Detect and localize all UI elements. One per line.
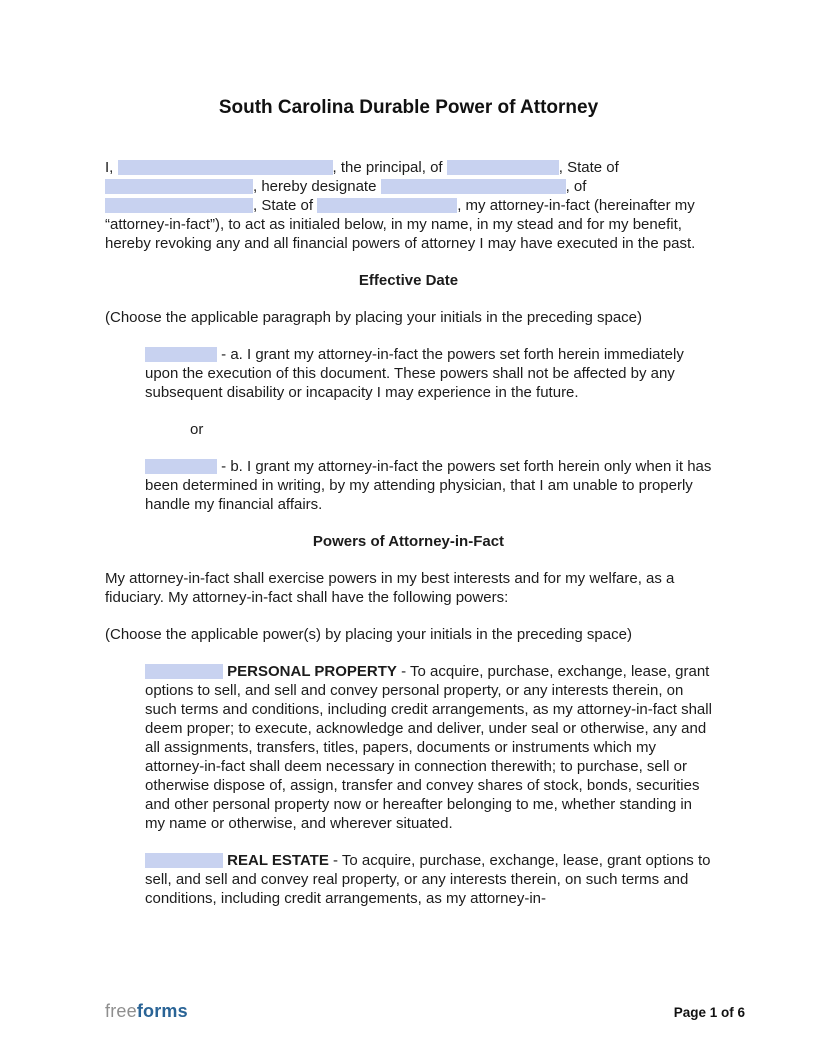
choose-paragraph-note: (Choose the applicable paragraph by placing your initials in the preceding space) [105,309,642,326]
principal-name-blank[interactable] [118,160,333,175]
intro-text-3: , State of [558,159,619,176]
freeforms-logo [105,1002,188,1021]
power-real-estate-paragraph [145,851,712,908]
brand-free-text: free [105,1001,137,1021]
brand-forms-text: forms [136,1001,188,1021]
intro-text-5: , of [565,178,587,195]
power-personal-property-paragraph [145,662,712,833]
choose-powers-note: (Choose the applicable power(s) by placing your initials in the preceding space) [105,626,632,643]
page-footer [105,995,745,1022]
option-b-text: - b. I grant my attorney-in-fact the powers set forth herein only when it has been determined in writing, by my attending physician, that I am unable to properly handle my financial affairs. [145,458,712,513]
personal-property-initials-blank[interactable] [145,664,223,679]
option-b-initials-blank[interactable] [145,459,217,474]
or-label: or [190,421,204,438]
intro-text-4: , hereby designate [253,178,381,195]
agent-name-blank[interactable] [381,179,566,194]
page-number: Page 1 of 6 [673,1005,745,1020]
intro-text-2: , the principal, of [332,159,447,176]
effective-date-heading: Effective Date [358,272,459,289]
option-a-paragraph [145,345,712,402]
intro-text-1: I, [105,159,118,176]
intro-paragraph [105,158,712,253]
agent-state-blank[interactable] [317,198,457,213]
agent-city-blank[interactable] [105,198,253,213]
option-a-text: - a. I grant my attorney-in-fact the powers set forth herein immediately upon the execution of this document. These powers shall not be affected by any subsequent disability or incapacity I may experience in the future. [145,346,684,401]
powers-heading: Powers of Attorney-in-Fact [312,533,505,550]
principal-state-blank[interactable] [105,179,253,194]
power-real-estate-label: REAL ESTATE [227,852,329,869]
power-personal-property-text: - To acquire, purchase, exchange, lease, grant options to sell, and sell and convey personal property, or any interests therein, on such terms and conditions, including credit arrangements, as my attorney-in-fact shall deem proper; to execute, acknowledge and deliver, under seal or otherwise, any and all assignments, transfers, titles, papers, documents or instruments which my attorney-in-fact shall deem necessary in connection therewith; to purchase, sell or otherwise dispose of, assign, transfer and convey shares of stock, bonds, securities and other personal property now or hereafter belonging to me, whether standing in my name or otherwise, and wherever situated. [145,663,712,832]
intro-text-7: , my attorney-in-fact (hereinafter my “attorney-in-fact”), to act as initialed below, in my name, in my stead and for my benefit, hereby revoking any and all financial powers of attorney I may have executed in the past. [105,197,696,252]
document-title: South Carolina Durable Power of Attorney [218,97,599,118]
real-estate-initials-blank[interactable] [145,853,223,868]
option-b-paragraph [145,457,712,514]
option-a-initials-blank[interactable] [145,347,217,362]
principal-city-blank[interactable] [447,160,559,175]
powers-intro: My attorney-in-fact shall exercise powers in my best interests and for my welfare, as a fiduciary. My attorney-in-fact shall have the following powers: [105,570,675,606]
power-real-estate-text: - To acquire, purchase, exchange, lease, grant options to sell, and sell and convey real property, or any interests therein, on such terms and conditions, including credit arrangements, as my attorney-in- [145,852,711,907]
intro-text-6: , State of [253,197,318,214]
power-personal-property-label: PERSONAL PROPERTY [227,663,397,680]
